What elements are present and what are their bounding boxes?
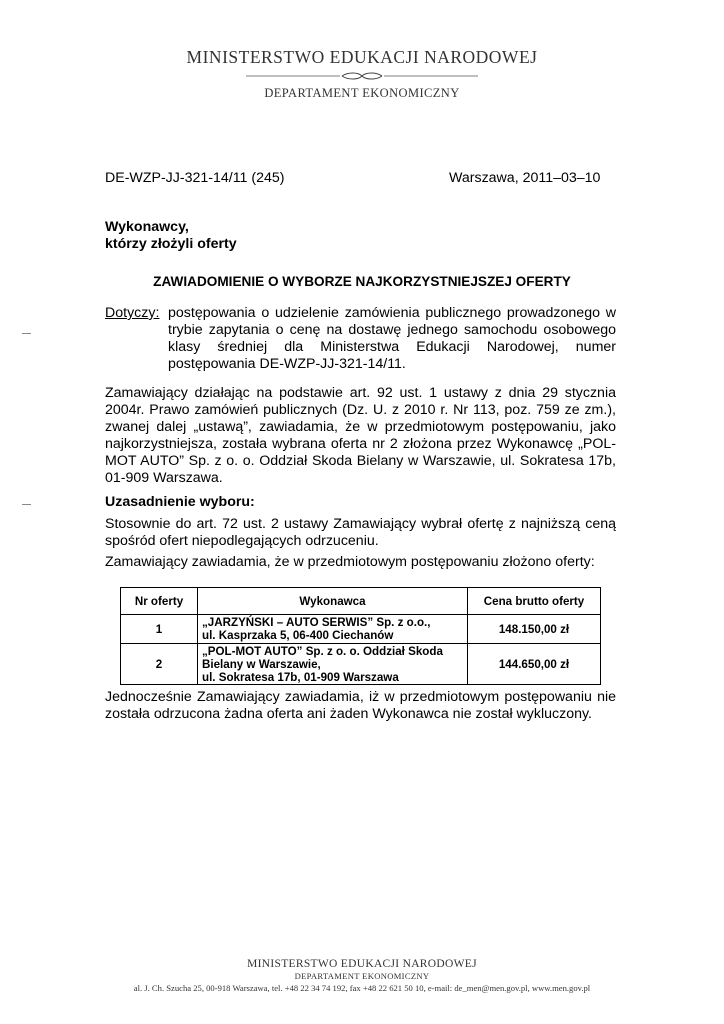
offers-table (120, 587, 601, 685)
closing-paragraph: Jednocześnie Zamawiający zawiadamia, iż w przedmiotowym postępowaniu nie została odrzucona żadna oferta ani żaden Wykonawca nie został wykluczony. (105, 689, 616, 722)
contractor-line: ul. Sokratesa 17b, 01-909 Warszawa (202, 670, 399, 684)
addressee-line-2: którzy złożyli oferty (105, 236, 237, 252)
footer-contact-address: al. J. Ch. Szucha 25, 00-918 Warszawa, tel. +48 22 34 74 192, fax +48 22 621 50 10, e-mail: de_men@men.gov.pl, www.men.gov.pl (133, 983, 591, 993)
regarding-text: postępowania o udzielenie zamówienia publicznego prowadzonego w trybie zapytania o cenę na dostawę jednego samochodu osobowego klasy średniej dla Ministerstwa Edukacji Narodowej, numer postępowania DE-WZP-JJ-321-14/11. (168, 305, 616, 372)
offer-price: 144.650,00 zł (468, 644, 601, 685)
justification-paragraph: Stosownie do art. 72 ust. 2 ustawy Zamawiający wybrał ofertę z najniższą ceną spośród ofert niepodlegających odrzuceniu. (105, 516, 616, 549)
contractor-line: Bielany w Warszawie, (202, 657, 321, 671)
offer-price: 148.150,00 zł (468, 615, 601, 644)
contractor-line: „POL-MOT AUTO” Sp. z o. o. Oddział Skoda (202, 644, 443, 658)
header-contractor: Wykonawca (198, 588, 468, 615)
decision-paragraph: Zamawiający działając na podstawie art. 92 ust. 1 ustawy z dnia 29 stycznia 2004r. Prawo zamówień publicznych (Dz. U. z 2010 r. Nr 113, poz. 759 ze zm.), zwanej dalej „ustawą”, zawiadamia, że w przedmiotowym postępowaniu, jako najkorzystniejsza, została wybrana oferta nr 2 złożona przez Wykonawcę „POL-MOT AUTO” Sp. z o. o. Oddział Skoda Bielany w Warszawie, ul. Sokratesa 17b, 01-909 Warszawa. (105, 385, 616, 486)
justification-heading: Uzasadnienie wyboru: (105, 494, 255, 510)
contractor-line: „JARZYŃSKI – AUTO SERWIS” Sp. z o.o., (202, 616, 431, 629)
footer-ministry-name: MINISTERSTWO EDUKACJI NARODOWEJ (247, 958, 477, 970)
header-offer-number: Nr oferty (121, 588, 198, 615)
header-ministry-name: MINISTERSTWO EDUKACJI NARODOWEJ (186, 47, 538, 67)
offer-number: 2 (121, 644, 198, 685)
addressee-line-1: Wykonawcy, (105, 219, 189, 235)
table-row (121, 644, 601, 685)
footer-department-name: DEPARTAMENT EKONOMICZNY (294, 971, 430, 981)
margin-fold-mark (22, 333, 31, 334)
contractor-cell (198, 615, 468, 644)
document-title: ZAWIADOMIENIE O WYBORZE NAJKORZYSTNIEJSZEJ OFERTY (153, 274, 571, 289)
offer-number: 1 (121, 615, 198, 644)
letter-date: Warszawa, 2011–03–10 (449, 170, 601, 186)
margin-fold-mark (22, 504, 31, 505)
header-department-name: DEPARTAMENT EKONOMICZNY (264, 86, 460, 100)
contractor-line: ul. Kasprzaka 5, 06-400 Ciechanów (202, 629, 394, 642)
offers-intro-paragraph: Zamawiający zawiadamia, że w przedmiotowym postępowaniu złożono oferty: (105, 554, 595, 570)
table-header-row (121, 588, 601, 615)
header-ornament-rule (246, 72, 478, 80)
header-gross-price: Cena brutto oferty (468, 588, 601, 615)
regarding-label: Dotyczy: (105, 305, 160, 321)
reference-number: DE-WZP-JJ-321-14/11 (245) (105, 170, 285, 186)
table-row (121, 615, 601, 644)
contractor-cell (198, 644, 468, 685)
